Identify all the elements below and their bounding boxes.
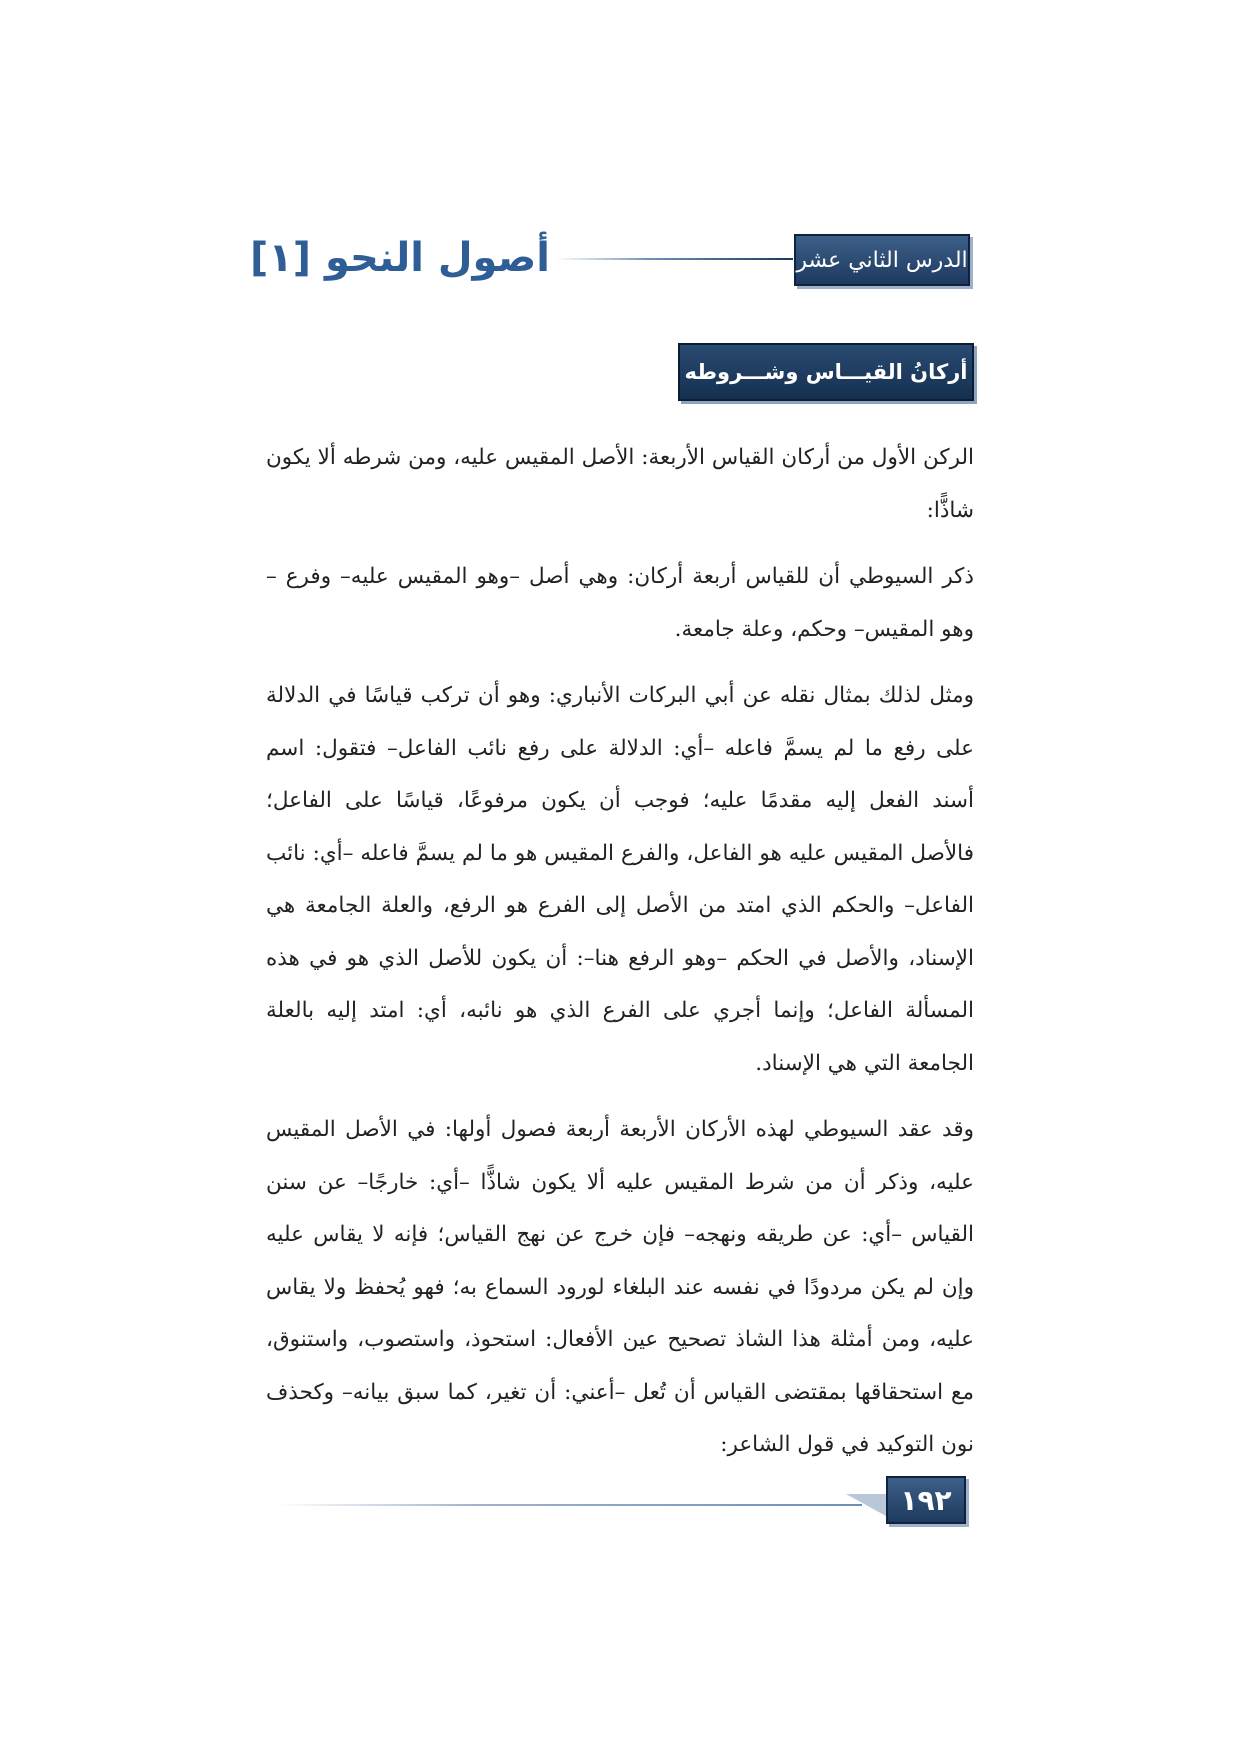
footer-wedge [846,1494,886,1516]
section-heading [678,343,974,401]
paragraph-4: وقد عقد السيوطي لهذه الأركان الأربعة أربعة فصول أولها: في الأصل المقيس عليه، وذكر أن من شرط المقيس عليه ألا يكون شاذًّا –أي: خارجًا– عن سنن القياس –أي: عن طريقه ونهجه– فإن خرج عن نهج القياس؛ فإنه لا يقاس عليه وإن لم يكن مردودًا في نفسه عند البلغاء لورود السماع به؛ فهو يُحفظ ولا يقاس عليه، ومن أمثلة هذا الشاذ تصحيح عين الأفعال: استحوذ، واستصوب، واستنوق، مع استحقاقها بمقتضى القياس أن تُعل –أعني: أن تغير، كما سبق بيانه– وكحذف نون التوكيد في قول الشاعر: [266,1117,974,1457]
lesson-label [794,234,970,286]
page-number [886,1476,966,1524]
footer-divider [276,1504,862,1506]
section-heading-text: أركانُ القيـــاس وشـــروطه [684,360,968,384]
page-number-text: ١٩٢ [900,1483,952,1517]
header-divider [555,258,793,260]
paragraph-1: الركن الأول من أركان القياس الأربعة: الأصل المقيس عليه، ومن شرطه ألا يكون شاذًّا: [266,445,974,523]
page-title: أصول النحو [١] [250,235,550,281]
paragraph-3: ومثل لذلك بمثال نقله عن أبي البركات الأنباري: وهو أن تركب قياسًا في الدلالة على رفع ما لم يسمَّ فاعله –أي: الدلالة على رفع نائب الفاعل– فتقول: اسم أسند الفعل إليه مقدمًا عليه؛ فوجب أن يكون مرفوعًا، قياسًا على الفاعل؛ فالأصل المقيس عليه هو الفاعل، والفرع المقيس هو ما لم يسمَّ فاعله –أي: نائب الفاعل– والحكم الذي امتد من الأصل إلى الفرع هو الرفع، والعلة الجامعة هي الإسناد، والأصل في الحكم –وهو الرفع هنا–: أن يكون للأصل الذي هو في هذه المسألة الفاعل؛ وإنما أجري على الفرع الذي هو نائبه، أي: امتد إليه بالعلة الجامعة التي هي الإسناد. [266,683,974,1076]
body-text [266,432,974,1486]
lesson-label-text: الدرس الثاني عشر [796,247,968,273]
paragraph-2: ذكر السيوطي أن للقياس أربعة أركان: وهي أصل –وهو المقيس عليه– وفرع –وهو المقيس– وحكم، وعلة جامعة. [266,564,974,642]
